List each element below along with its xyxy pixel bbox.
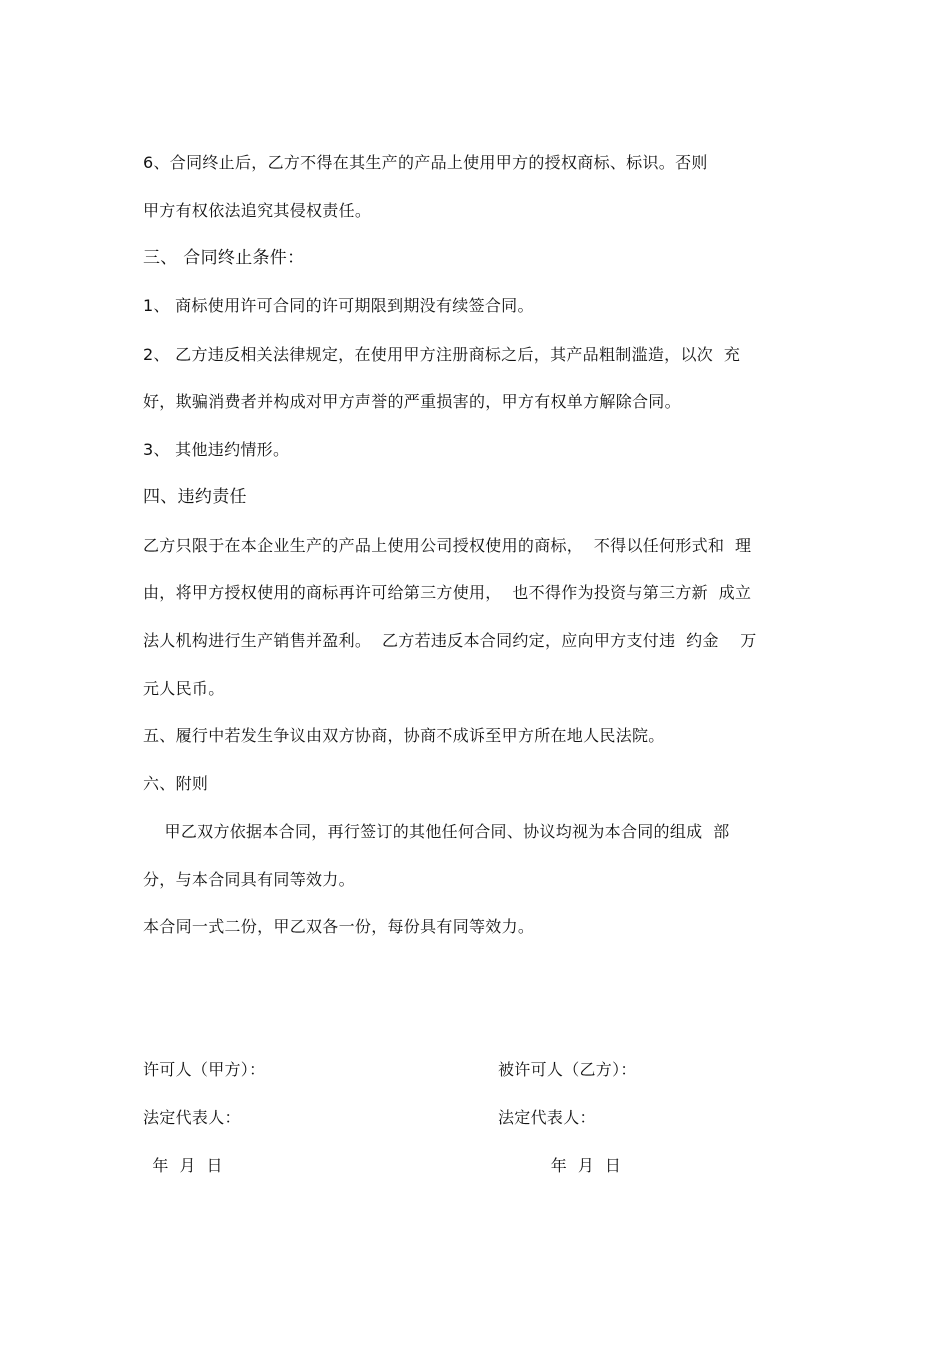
licensee-date: 年 月 日 — [540, 1156, 622, 1175]
copies-statement: 本合同一式二份，甲乙双各一份，每份具有同等效力。 — [143, 917, 535, 936]
appendix-line-2: 分，与本合同具有同等效力。 — [143, 870, 355, 889]
liability-line-3: 法人机构进行生产销售并盈利。 乙方若违反本合同约定，应向甲方支付违 约金 万 — [143, 631, 757, 650]
termination-item-3: 3、 其他违约情形。 — [143, 440, 290, 459]
section-3-heading: 三、 合同终止条件： — [143, 248, 305, 268]
section-4-heading: 四、违约责任 — [143, 487, 247, 507]
termination-item-2-line-2: 好，欺骗消费者并构成对甲方声誉的严重损害的，甲方有权单方解除合同。 — [143, 392, 681, 411]
licensor-date: 年 月 日 — [147, 1156, 223, 1175]
section-6-heading: 六、附则 — [143, 774, 209, 793]
appendix-line-1: 甲乙双方依据本合同，再行签订的其他任何合同、协议均视为本合同的组成 部 — [143, 822, 730, 841]
clause-6-line-2: 甲方有权依法追究其侵权责任。 — [143, 201, 372, 220]
liability-line-4: 元人民币。 — [143, 679, 225, 698]
licensor-representative: 法定代表人： — [143, 1108, 241, 1127]
termination-item-2-line-1: 2、 乙方违反相关法律规定，在使用甲方注册商标之后，其产品粗制滥造，以次 充 — [143, 345, 741, 364]
licensee-label: 被许可人（乙方）： — [498, 1060, 637, 1079]
termination-item-1: 1、 商标使用许可合同的许可期限到期没有续签合同。 — [143, 296, 534, 315]
licensee-representative: 法定代表人： — [498, 1108, 596, 1127]
section-5-text: 五、履行中若发生争议由双方协商，协商不成诉至甲方所在地人民法院。 — [143, 726, 665, 745]
clause-6-line-1: 6、合同终止后，乙方不得在其生产的产品上使用甲方的授权商标、标识。否则 — [143, 153, 708, 172]
liability-line-1: 乙方只限于在本企业生产的产品上使用公司授权使用的商标， 不得以任何形式和 理 — [143, 536, 752, 555]
licensor-label: 许可人（甲方）： — [143, 1060, 266, 1079]
liability-line-2: 由，将甲方授权使用的商标再许可给第三方使用， 也不得作为投资与第三方新 成立 — [143, 583, 752, 602]
